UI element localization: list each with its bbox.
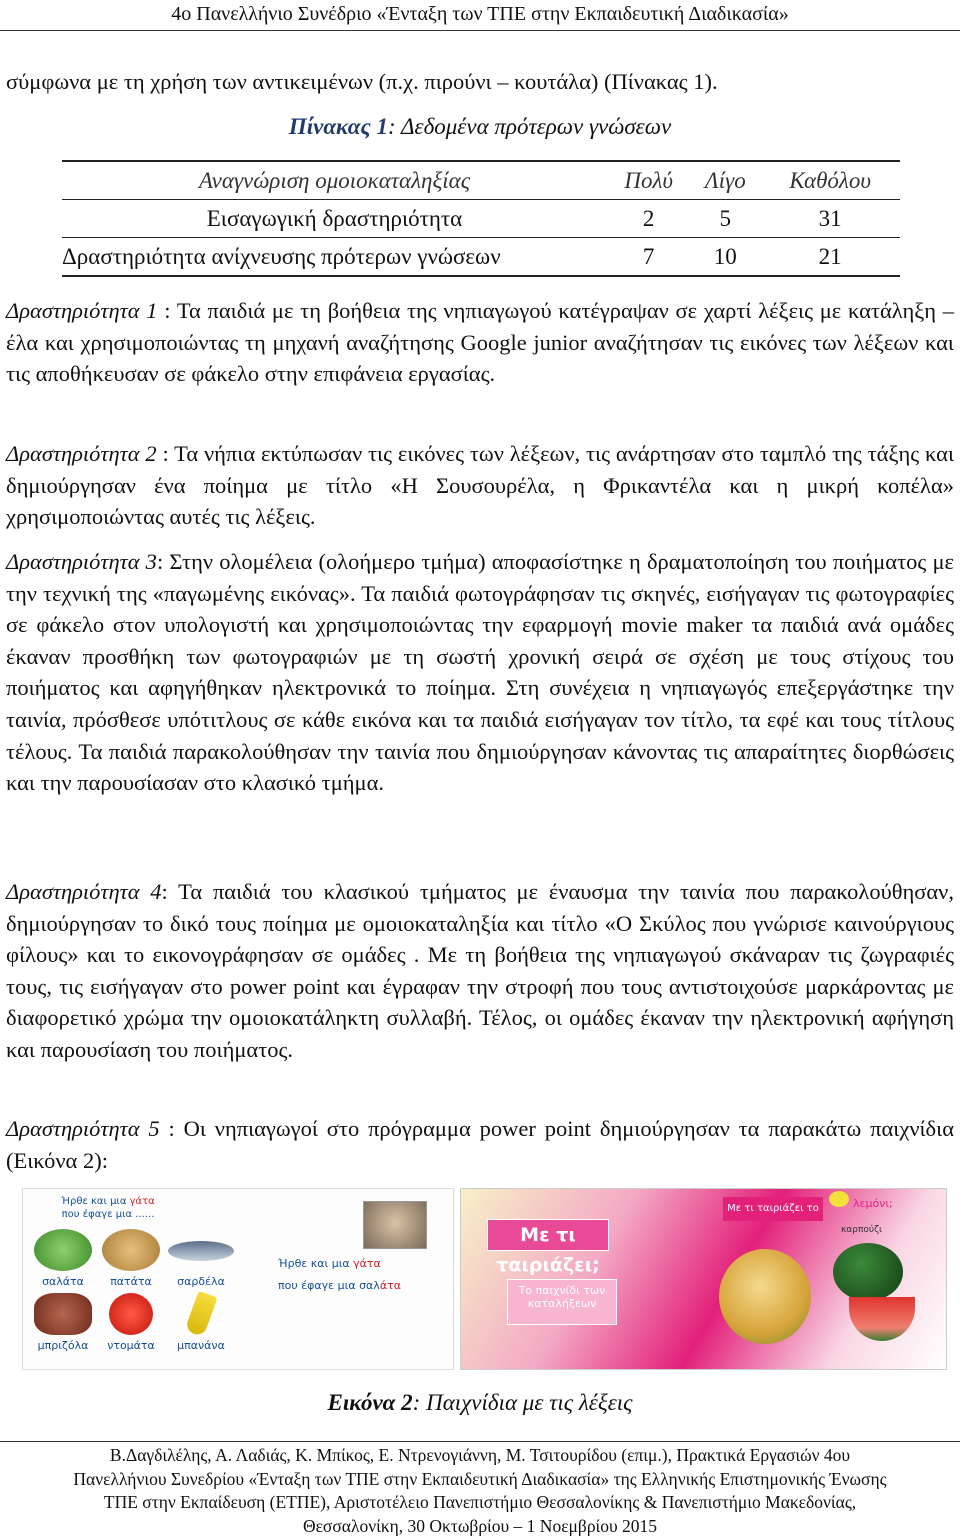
table-cell: 7 [607, 238, 690, 277]
watermelon-slice-icon[interactable] [849, 1297, 915, 1341]
food-label: μπανάνα [177, 1339, 225, 1352]
activity-label: Δραστηριότητα 2 [6, 441, 157, 466]
figure-caption-text: : Παιχνίδια με τις λέξεις [413, 1390, 633, 1415]
footer-line: Θεσσαλονίκη, 30 Οκτωβρίου – 1 Νοεμβρίου 2015 [0, 1515, 960, 1538]
food-label: μπριζόλα [38, 1339, 89, 1352]
table-cell: Δραστηριότητα ανίχνευσης πρότερων γνώσεων [62, 238, 607, 277]
table-cell: Εισαγωγική δραστηριότητα [62, 200, 607, 238]
food-label: ντομάτα [107, 1339, 155, 1352]
activity-3-paragraph [6, 546, 954, 799]
figure-2 [0, 1188, 960, 1378]
prior-knowledge-table [62, 160, 900, 277]
activity-text: : Οι νηπιαγωγοί στο πρόγραμμα power point δημιούργησαν τα παρακάτω παιχνίδια (Εικόνα 2): [6, 1116, 954, 1173]
table-cell: 2 [607, 200, 690, 238]
activity-5-paragraph [6, 1113, 954, 1176]
activity-label: Δραστηριότητα 1 [6, 298, 158, 323]
table-caption [0, 114, 960, 140]
header-cell: Λίγο [690, 161, 760, 200]
table-header-row [62, 161, 900, 200]
food-item[interactable] [33, 1293, 93, 1352]
activity-text: : Στην ολομέλεια (ολοήμερο τμήμα) αποφασίστηκε η δραματοποίηση του ποιήματος με την τεχνική της «παγωμένης εικόνας». Τα παιδιά φωτογράφησαν τις σκηνές, εισήγαγαν τις φωτογραφίες σε φάκελο στον υπολογιστή και χρησιμοποιώντας την εφαρμογή movie maker τα παιδιά ανά ομάδες έκαναν προσθήκη των φωτογραφιών με τη σωστή χρονική σειρά σε σχέση με τους στίχους του ποιήματος και αφηγήθηκαν ηλεκτρονικά το ποίημα. Στη συνέχεια η νηπιαγωγός επεξεργάστηκε την ταινία, πρόσθεσε υπότιτλους σε κάθε εικόνα και τα παιδιά εισήγαγαν τον τίτλο, τα εφέ και τους τίτλους τέλους. Τα παιδιά παρακολούθησαν την ταινία που δημιούργησαν κάνοντας τις απαραίτητες διορθώσεις και την παρουσίασαν στο κλασικό τμήμα. [6, 549, 954, 795]
activity-text: : Τα παιδιά με τη βοήθεια της νηπιαγωγού κατέγραψαν σε χαρτί λέξεις με κατάληξη –έλα και χρησιμοποιώντας τη μηχανή αναζήτησης Google junior αναζήτησαν τις εικόνες των λέξεων και τις αποθήκευσαν σε φάκελο στην επιφάνεια εργασίας. [6, 298, 954, 386]
steak-icon [34, 1293, 92, 1335]
slide-title-text: Ήρθε και μια [61, 1196, 129, 1207]
slide-title-word: γάτα [130, 1196, 155, 1207]
slide-word-game [22, 1188, 454, 1370]
running-header: 4ο Πανελλήνιο Συνέδριο «Ένταξη των ΤΠΕ στην Εκπαιδευτική Διαδικασία» [0, 0, 960, 31]
food-label: σαλάτα [42, 1275, 84, 1288]
center-text: που έφαγε μια σαλ [278, 1279, 380, 1292]
food-item[interactable] [101, 1293, 161, 1352]
salad-icon [34, 1229, 92, 1271]
food-label: πατάτα [110, 1275, 152, 1288]
activity-label: Δραστηριότητα 5 [6, 1116, 160, 1141]
slide-title-box: Με τι ταιριάζει; [487, 1219, 609, 1251]
fruit-label: καρπούζι [841, 1225, 882, 1235]
figure-caption-label: Εικόνα 2 [328, 1390, 413, 1415]
activity-text: : Τα παιδιά του κλασικού τμήματος με έναυσμα την ταινία που παρακολούθησαν, δημιούργησαν το δικό τους ποίημα με ομοιοκαταληξία και τίτλο «Ο Σκύλος που γνώρισε καινούργιους φίλους» και το εικονογράφησαν σε ομάδες . Με τη βοήθεια της νηπιαγωγού σκάναραν τις ζωγραφιές τους, τις εισήγαγαν στο power point και έγραφαν την στροφή που τους αντιστοιχούσε μαρκάροντας με διαφορετικό χρώμα την ομοιοκατάληκτη συλλαβή. Τέλος, οι ομάδες έκαναν την ηλεκτρονική αφήγηση και παρουσίαση του ποιήματος. [6, 879, 954, 1062]
watermelon-icon[interactable] [833, 1243, 903, 1301]
cat-photo-icon [363, 1201, 427, 1249]
slide-title-text: που έφαγε μια ...... [62, 1209, 155, 1220]
prompt-word: λεμόνι; [853, 1197, 893, 1210]
food-item[interactable] [171, 1293, 231, 1352]
prompt-box: Με τι ταιριάζει το [723, 1197, 823, 1221]
page-footer [0, 1441, 960, 1538]
activity-4-paragraph [6, 876, 954, 1066]
center-word: άτα [380, 1279, 401, 1292]
footer-line: ΤΠΕ στην Εκπαίδευση (ΕΤΠΕ), Αριστοτέλειο Πανεπιστήμιο Θεσσαλονίκης & Πανεπιστήμιο Μακεδονίας, [0, 1491, 960, 1515]
banana-icon [184, 1291, 217, 1337]
header-cell: Καθόλου [760, 161, 900, 200]
header-cell: Πολύ [607, 161, 690, 200]
food-item[interactable] [101, 1229, 161, 1288]
table-row [62, 200, 900, 238]
table-row [62, 238, 900, 277]
table-cell: 10 [690, 238, 760, 277]
table-cell: 31 [760, 200, 900, 238]
table-cell: 21 [760, 238, 900, 277]
sardine-icon [168, 1241, 234, 1261]
activity-1-paragraph [6, 295, 954, 390]
intro-line: σύμφωνα με τη χρήση των αντικειμένων (π.χ. πιρούνι – κουτάλα) (Πίνακας 1). [6, 66, 954, 98]
table-caption-text: : Δεδομένα πρότερων γνώσεων [388, 114, 671, 139]
slide-title [53, 1195, 163, 1221]
center-word: γάτα [353, 1257, 381, 1270]
activity-label: Δραστηριότητα 4 [6, 879, 162, 904]
potato-icon [102, 1229, 160, 1271]
table-cell: 5 [690, 200, 760, 238]
food-label: σαρδέλα [177, 1275, 225, 1288]
food-item[interactable] [33, 1229, 93, 1288]
activity-label: Δραστηριότητα 3 [6, 549, 157, 574]
slide-subtitle-box: Το παιχνίδι των καταλήξεων [507, 1279, 617, 1325]
slide-center-text [278, 1253, 453, 1297]
melon-icon[interactable] [719, 1249, 811, 1344]
lemon-icon [829, 1191, 849, 1207]
header-cell: Αναγνώριση ομοιοκαταληξίας [62, 161, 607, 200]
activity-2-paragraph [6, 438, 954, 533]
footer-line: Πανελλήνιου Συνεδρίου «Ένταξη των ΤΠΕ στην Εκπαιδευτική Διαδικασία» της Ελληνικής Επιστημονικής Ένωσης [0, 1468, 960, 1492]
footer-line: Β.Δαγδιλέλης, Α. Λαδιάς, Κ. Μπίκος, Ε. Ντρενογιάννη, Μ. Τσιτουρίδου (επιμ.), Πρακτικά Εργασιών 4ου [0, 1444, 960, 1468]
tomato-icon [109, 1293, 153, 1335]
table-caption-label: Πίνακας 1 [289, 114, 388, 139]
figure-caption [0, 1390, 960, 1416]
activity-text: : Τα νήπια εκτύπωσαν τις εικόνες των λέξεων, τις ανάρτησαν στο ταμπλό της τάξης και δημιούργησαν ένα ποίημα με τίτλο «Η Σουσουρέλα, η Φρικαντέλα και η μικρή κοπέλα» χρησιμοποιώντας αυτές τις λέξεις. [6, 441, 954, 529]
food-item[interactable] [165, 1229, 237, 1288]
center-text: Ήρθε και μια [278, 1257, 353, 1270]
slide-matching-game [460, 1188, 947, 1370]
